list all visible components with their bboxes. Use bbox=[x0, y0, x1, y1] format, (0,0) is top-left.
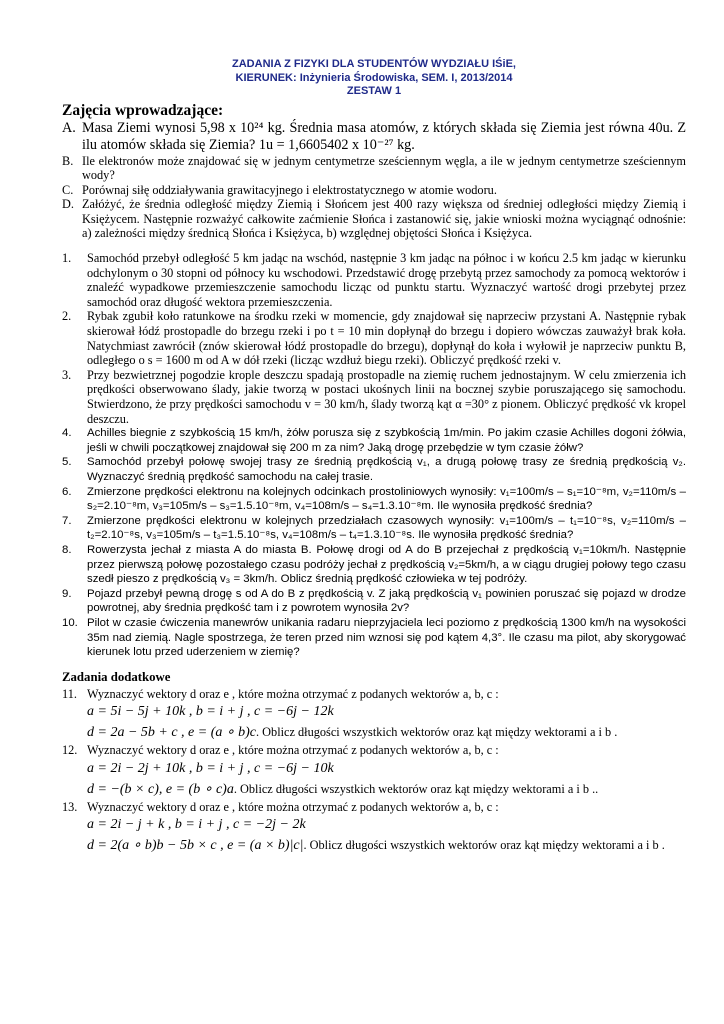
header bbox=[62, 58, 686, 99]
extra-problem-13: 13. Wyznaczyć wektory d oraz e , które można otrzymać z podanych wektorów a, b, c : a = 2i − j + k , b = i + j , c = −2j − 2k d = 2(a ∘ b)b − 5b × c , e = (a × b)|c|. Oblicz długości wszystkich wektorów oraz kąt między wektorami a i b . bbox=[62, 800, 686, 857]
intro-item-b: B. Ile elektronów może znajdować się w jednym centymetrze sześciennym węgla, a ile w jednym centymetrze sześciennym wody? bbox=[62, 153, 686, 183]
problem-8: 8. Rowerzysta jechał z miasta A do miasta B. Połowę drogi od A do B przejechał z prędkością v₁=10km/h. Następnie przez pierwszą połowę pozostałego czasu podróży jechał z prędkością v₂=5km/h, a w ciągu drugiej połowy tego czasu szedł pieszo z prędkością v₃ = 3km/h. Oblicz średnią prędkość człowieka w tej podróży. bbox=[62, 543, 686, 586]
equation-13-2: d = 2(a ∘ b)b − 5b × c , e = (a × b)|c|. Oblicz długości wszystkich wektorów oraz kąt między wektorami a i b . bbox=[87, 838, 665, 854]
document-page bbox=[62, 58, 686, 856]
problem-5: 5. Samochód przebył połowę swojej trasy ze średnią prędkością v₁, a drugą połowę trasy ze średnią prędkością v₂. Wyznaczyć średnią prędkość samochodu na całej trasie. bbox=[62, 456, 686, 483]
problem-1: 1. Samochód przebył odległość 5 km jadąc na wschód, następnie 3 km jadąc na północ i w końcu 2.5 km jadąc w kierunku odchylonym o 30 stopni od północy ku wschodowi. Przedstawić drogę przebytą przez samochody za pomocą wektorów i znaleźć wypadkowe przemieszczenie samochodu licząc od punktu startu. Wyznaczyć wartość drogi przebytej przez samochód oraz długość wektora przemieszczenia. bbox=[62, 251, 686, 309]
extra-problem-11: 11. Wyznaczyć wektory d oraz e , które można otrzymać z podanych wektorów a, b, c : a = 5i − 5j + 10k , b = i + j , c = −6j − 12k d = 2a − 5b + c , e = (a ∘ b)c. Oblicz długości wszystkich wektorów oraz kąt między wektorami a i b . bbox=[62, 687, 686, 744]
equation-12-1: a = 2i − 2j + 10k , b = i + j , c = −6j − 10k bbox=[87, 760, 334, 776]
intro-item-a: A. Masa Ziemi wynosi 5,98 x 10²⁴ kg. Średnia masa atomów, z których składa się Ziemia jest równa 40u. Z ilu atomów składa się Ziemia? 1u = 1,6605402 x 10⁻²⁷ kg. bbox=[62, 119, 686, 153]
problem-6: 6. Zmierzone prędkości elektronu na kolejnych odcinkach prostoliniowych wynosiły: v₁=100m/s – s₁=10⁻⁸m, v₂=110m/s – s₂=2.10⁻⁸m, v₃=105m/s – s₃=1.5.10⁻⁸m, v₄=108m/s – s₄=1.3.10⁻⁸m. Ile wynosiła prędkość średnia? bbox=[62, 485, 686, 513]
header-line-1: ZADANIA Z FIZYKI DLA STUDENTÓW WYDZIAŁU IŚiE, bbox=[232, 58, 516, 70]
header-line-2: KIERUNEK: Inżynieria Środowiska, SEM. I, 2013/2014 bbox=[235, 71, 513, 84]
extra-title: Zadania dodatkowe bbox=[62, 669, 171, 684]
problem-4: 4. Achilles biegnie z szybkością 15 km/h, żółw porusza się z szybkością 1m/min. Po jakim czasie Achilles dogoni żółwia, jeśli w chwili początkowej znajdował się 200 m za nim? Jaką drogę przebędzie w tym czasie żółw? bbox=[62, 427, 686, 454]
intro-title: Zajęcia wprowadzające: bbox=[62, 101, 224, 119]
problem-3: 3. Przy bezwietrznej pogodzie krople deszczu spadają prostopadle na ziemię ruchem jednostajnym. W celu zmierzenia ich prędkości obserwowano ślady, jakie tworzą w postaci ukośnych linii na bocznej szybie poruszającego się samochodu. Stwierdzono, że przy prędkości samochodu v = 30 km/h, ślady tworzą kąt α =30° z pionem. Obliczyć prędkość vk kropel deszczu. bbox=[62, 367, 686, 426]
equation-11-1: a = 5i − 5j + 10k , b = i + j , c = −6j − 12k bbox=[87, 704, 334, 720]
intro-item-c: C. Porównaj siłę oddziaływania grawitacyjnego i elektrostatycznego w atomie wodoru. bbox=[62, 182, 497, 197]
equation-12-2: d = −(b × c), e = (b ∘ c)a. Oblicz długości wszystkich wektorów oraz kąt między wektorami a i b .. bbox=[87, 781, 599, 797]
extra-problem-12: 12. Wyznaczyć wektory d oraz e , które można otrzymać z podanych wektorów a, b, c : a = 2i − 2j + 10k , b = i + j , c = −6j − 10k d = −(b × c), e = (b ∘ c)a. Oblicz długości wszystkich wektorów oraz kąt między wektorami a i b .. bbox=[62, 743, 686, 800]
problem-2: 2. Rybak zgubił koło ratunkowe na środku rzeki w momencie, gdy znajdował się naprzeciw przystani A. Następnie rybak skierował łódź prostopadle do brzegu rzeki i po t = 10 min dopłynął do brzegu i dopiero wówczas zauważył brak koła. Natychmiast zawrócił (znów skierował łódź prostopadle do brzegu), dopłynął do koła i wyłowił je naprzeciw punktu B, odległego o s = 1600 m od A w dół rzeki (licząc wzdłuż biegu rzeki). Obliczyć prędkość rzeki v. bbox=[62, 309, 686, 368]
problem-7: 7. Zmierzone prędkości elektronu w kolejnych przedziałach czasowych wynosiły: v₁=100m/s – t₁=10⁻⁸s, v₂=110m/s – t₂=2.10⁻⁸s, v₃=105m/s – t₃=1.5.10⁻⁸s, v₄=108m/s – t₄=1.3.10⁻⁸s. Ile wynosiła prędkość średnia? bbox=[62, 514, 686, 542]
problem-10: 10. Pilot w czasie ćwiczenia manewrów unikania radaru nieprzyjaciela leci poziomo z prędkością 1300 km/h na wysokości 35m nad ziemią. Nagle spostrzega, że teren przed nim wznosi się pod kątem 4,3°. Ile czasu ma pilot, aby skorygować kierunek lotu przed uderzeniem w ziemię? bbox=[62, 616, 686, 659]
equation-11-2: d = 2a − 5b + c , e = (a ∘ b)c. Oblicz długości wszystkich wektorów oraz kąt między wektorami a i b . bbox=[87, 725, 618, 741]
intro-item-d: D. Załóżyć, że średnia odległość między Ziemią i Słońcem jest 400 razy większa od średniej odległości między Ziemią i Księżycem. Następnie rozważyć całkowite zaćmienie Słońca i zastanowić się, jakie wnioski można wyciągnąć odnośnie: a) zależności między średnicą Słońca i Księżyca, b) względnej objętości Słońca i Księżyca. bbox=[62, 197, 686, 241]
header-line-3: ZESTAW 1 bbox=[346, 85, 402, 97]
equation-13-1: a = 2i − j + k , b = i + j , c = −2j − 2k bbox=[87, 817, 306, 833]
problem-9: 9. Pojazd przebył pewną drogę s od A do B z prędkością v. Z jaką prędkością v₁ powinien poruszać się pojazd w drodze powrotnej, aby średnia prędkość tam i z powrotem wynosiła 2v? bbox=[62, 587, 686, 615]
